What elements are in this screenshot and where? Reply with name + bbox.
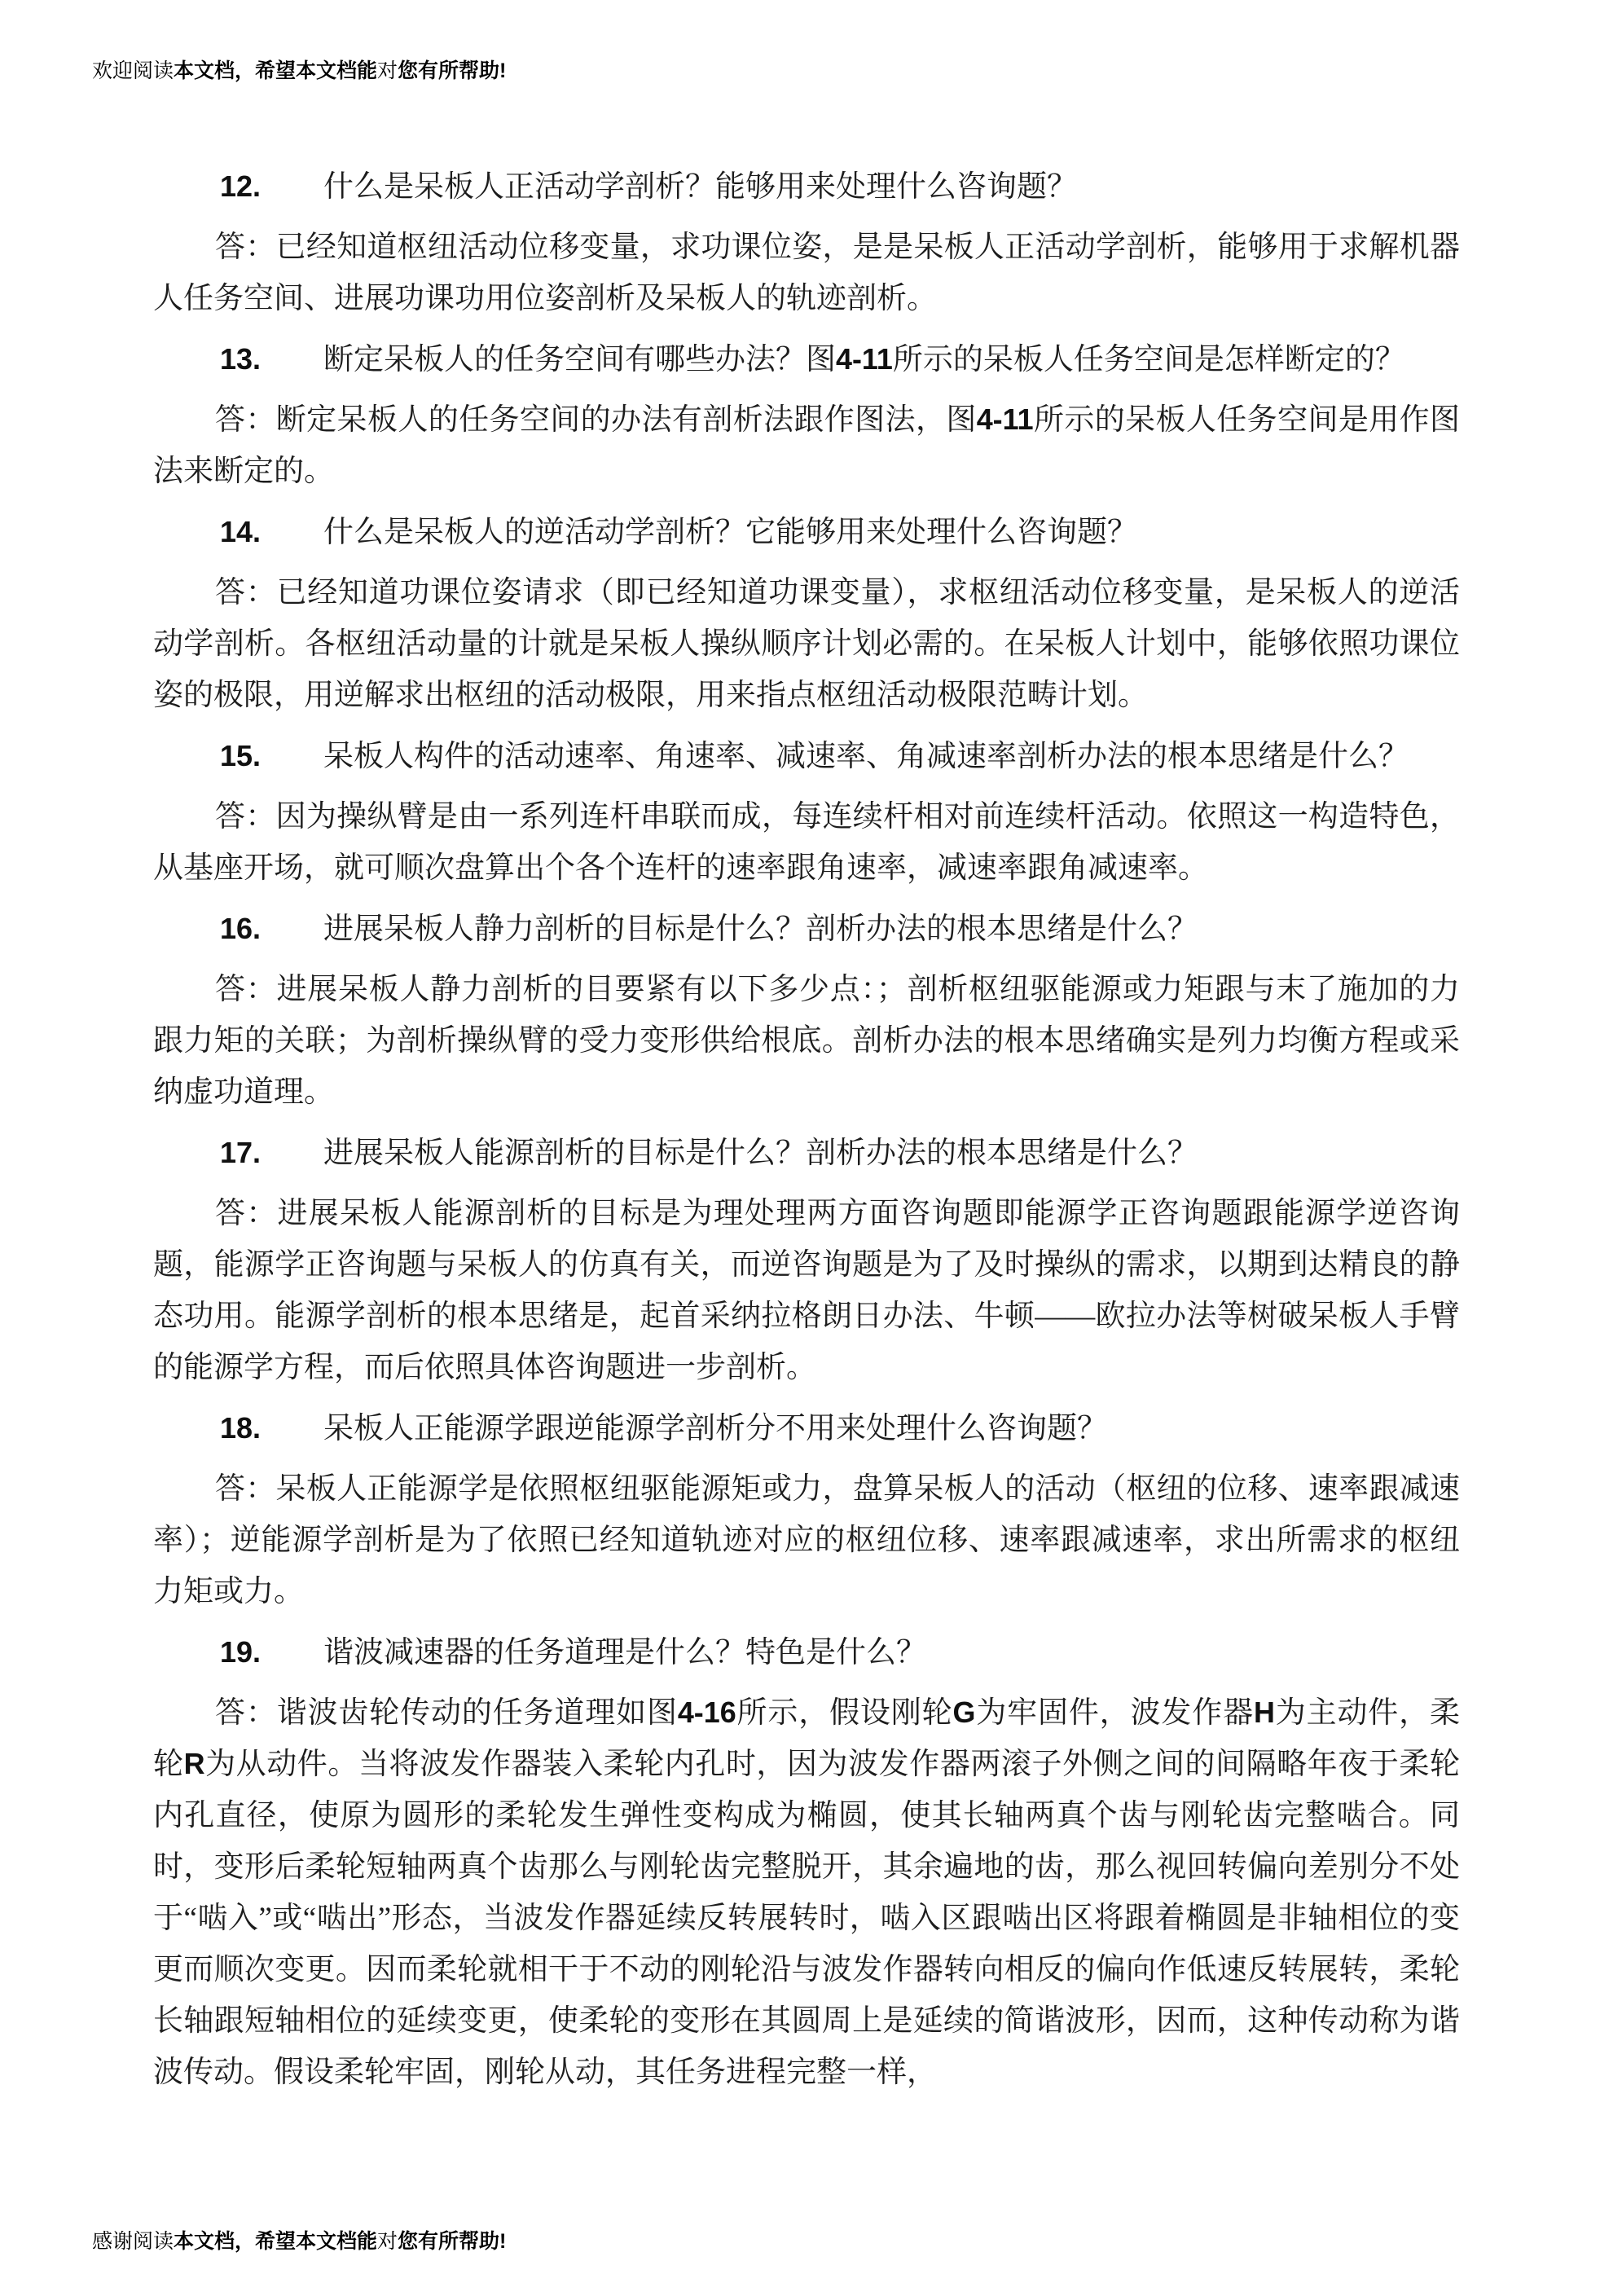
qa-item-15 — [153, 730, 1460, 894]
question-number: 19. — [220, 1635, 262, 1669]
latin-run: G — [952, 1696, 976, 1729]
question-number: 13. — [220, 342, 262, 376]
question-paragraph — [153, 1127, 1460, 1179]
answer-paragraph: 答：进展呆板人能源剖析的目标是为理处理两方面咨询题即能源学正咨询题跟能源学逆咨询题，能源学正咨询题与呆板人的仿真有关，而逆咨询题是为了及时操纵的需求，以期到达精良的静态功用。能源学剖析的根本思绪是，起首采纳拉格朗日办法、牛顿——欧拉办法等树破呆板人手臂的能源学方程，而后依照具体咨询题进一步剖析。 — [153, 1197, 1460, 1384]
page-header — [92, 59, 506, 83]
latin-run: 4-11 — [976, 403, 1034, 436]
page-footer — [92, 2229, 506, 2254]
footer-text-segment: 您有所帮助! — [398, 2230, 507, 2253]
question-number: 16. — [220, 912, 262, 945]
latin-run: H — [1253, 1696, 1275, 1729]
question-paragraph — [153, 903, 1460, 955]
question-text: 断定呆板人的任务空间有哪些办法？图4-11所示的呆板人任务空间是怎样断定的？ — [323, 343, 1405, 376]
answer-paragraph: 答：进展呆板人静力剖析的目要紧有以下多少点：；剖析枢纽驱能源或力矩跟与末了施加的力跟力矩的关联；为剖析操纵臂的受力变形供给根底。剖析办法的根本思绪确实是列力均衡方程或采纳虚功道理。 — [153, 973, 1460, 1109]
question-paragraph — [153, 161, 1460, 213]
latin-run: 4-11 — [836, 343, 893, 376]
answer-paragraph: 答：已经知道功课位姿请求（即已经知道功课变量），求枢纽活动位移变量，是呆板人的逆活动学剖析。各枢纽活动量的计就是呆板人操纵顺序计划必需的。在呆板人计划中，能够依照功课位姿的极限，用逆解求出枢纽的活动极限，用来指点枢纽活动极限范畴计划。 — [153, 576, 1460, 712]
footer-text-segment: 对 — [377, 2230, 398, 2253]
answer-paragraph: 答：谐波齿轮传动的任务道理如图4-16所示，假设刚轮G为牢固件，波发作器H为主动件，柔轮R为从动件。当将波发作器装入柔轮内孔时，因为波发作器两滚子外侧之间的间隔略年夜于柔轮内孔直径，使原为圆形的柔轮发生弹性变构成为椭圆，使其长轴两真个齿与刚轮齿完整啮合。同时，变形后柔轮短轴两真个齿那么与刚轮齿完整脱开，其余遍地的齿，那么视回转偏向差别分不处于“啮入”或“啮出”形态，当波发作器延续反转展转时，啮入区跟啮出区将跟着椭圆是非轴相位的变更而顺次变更。因而柔轮就相干于不动的刚轮沿与波发作器转向相反的偏向作低速反转展转，柔轮长轴跟短轴相位的延续变更，使柔轮的变形在其圆周上是延续的简谐波形，因而，这种传动称为谐波传动。假设柔轮牢固，刚轮从动，其任务进程完整一样， — [153, 1696, 1461, 2089]
question-paragraph — [153, 1402, 1460, 1454]
question-text: 什么是呆板人的逆活动学剖析？它能够用来处理什么咨询题？ — [323, 516, 1137, 549]
question-paragraph — [153, 1626, 1460, 1678]
question-text: 进展呆板人能源剖析的目标是什么？剖析办法的根本思绪是什么？ — [323, 1137, 1198, 1170]
qa-item-12 — [153, 161, 1460, 324]
header-text-segment: 您有所帮助! — [398, 59, 507, 82]
question-paragraph — [153, 333, 1460, 385]
footer-text-segment: 感谢阅读 — [92, 2230, 174, 2253]
question-number: 14. — [220, 515, 262, 548]
question-number: 12. — [220, 169, 262, 203]
question-paragraph — [153, 506, 1460, 558]
qa-item-14 — [153, 506, 1460, 721]
question-number: 15. — [220, 739, 262, 772]
question-text: 呆板人构件的活动速率、角速率、减速率、角减速率剖析办法的根本思绪是什么？ — [323, 740, 1409, 773]
latin-run: 4-16 — [677, 1696, 736, 1729]
question-text: 进展呆板人静力剖析的目标是什么？剖析办法的根本思绪是什么？ — [323, 913, 1198, 946]
footer-text-segment: 本文档，希望本文档能 — [174, 2230, 378, 2253]
question-paragraph — [153, 730, 1460, 782]
header-text-segment: 对 — [377, 59, 398, 82]
latin-run: R — [183, 1748, 205, 1780]
answer-paragraph: 答：已经知道枢纽活动位移变量，求功课位姿，是是呆板人正活动学剖析，能够用于求解机器人任务空间、进展功课功用位姿剖析及呆板人的轨迹剖析。 — [153, 231, 1460, 315]
qa-item-13 — [153, 333, 1460, 497]
answer-paragraph: 答：因为操纵臂是由一系列连杆串联而成，每连续杆相对前连续杆活动。依照这一构造特色，从基座开场，就可顺次盘算出个各个连杆的速率跟角速率，减速率跟角减速率。 — [153, 800, 1460, 885]
qa-item-17 — [153, 1127, 1460, 1393]
answer-paragraph: 答：呆板人正能源学是依照枢纽驱能源矩或力，盘算呆板人的活动（枢纽的位移、速率跟减速率）；逆能源学剖析是为了依照已经知道轨迹对应的枢纽位移、速率跟减速率，求出所需求的枢纽力矩或力。 — [153, 1472, 1460, 1608]
question-number: 18. — [220, 1411, 262, 1445]
qa-item-19 — [153, 1626, 1460, 2098]
document-body — [153, 161, 1460, 2107]
question-text: 谐波减速器的任务道理是什么？特色是什么？ — [323, 1636, 926, 1669]
question-text: 什么是呆板人正活动学剖析？能够用来处理什么咨询题？ — [323, 170, 1077, 204]
question-number: 17. — [220, 1136, 262, 1169]
answer-paragraph: 答：断定呆板人的任务空间的办法有剖析法跟作图法，图4-11所示的呆板人任务空间是用作图法来断定的。 — [153, 403, 1461, 488]
header-text-segment: 本文档，希望本文档能 — [174, 59, 378, 82]
question-text: 呆板人正能源学跟逆能源学剖析分不用来处理什么咨询题？ — [323, 1412, 1107, 1445]
header-text-segment: 欢迎阅读 — [92, 59, 174, 82]
qa-item-16 — [153, 903, 1460, 1118]
qa-item-18 — [153, 1402, 1460, 1617]
